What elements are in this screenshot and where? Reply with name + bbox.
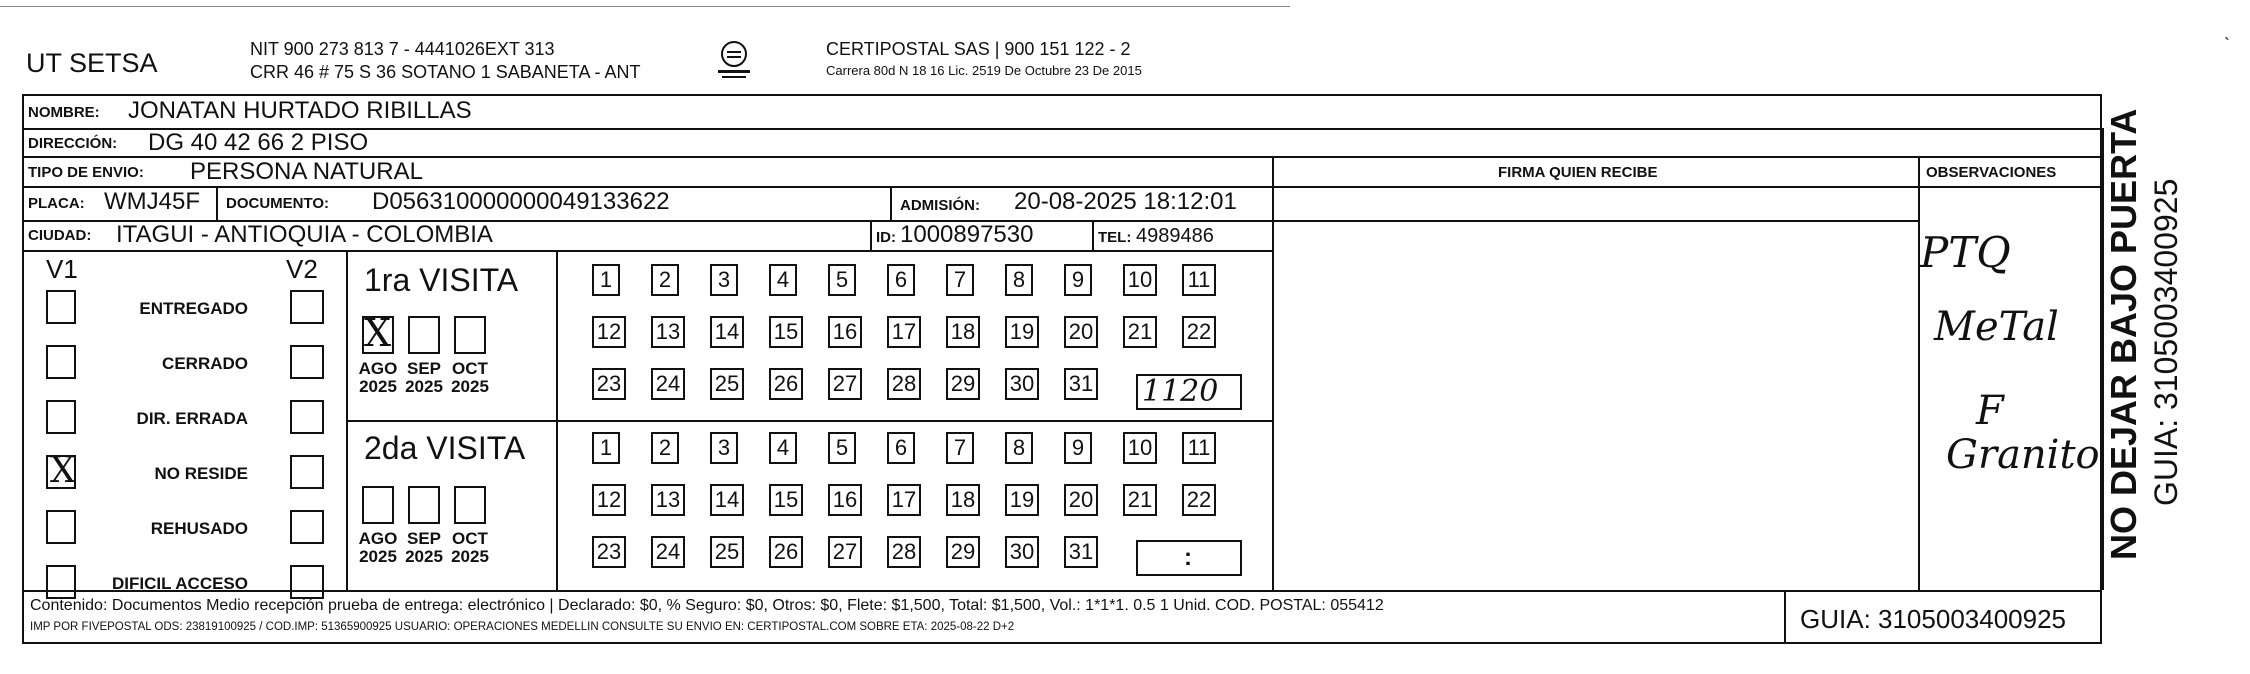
row-divider [22, 250, 1272, 252]
observation-line-3: F [1976, 388, 2004, 434]
first-visit-day-22[interactable]: 22 [1182, 316, 1216, 348]
second-visit-day-19[interactable]: 19 [1005, 484, 1039, 516]
second-visit-ago-checkbox[interactable] [362, 486, 394, 524]
footer-imp: IMP POR FIVEPOSTAL ODS: 23819100925 / COD.IMP: 51365900925 USUARIO: OPERACIONES MEDELLIN CONSULTE SU ENVIO EN: CERTIPOSTAL.COM SOBRE ETA: 2025-08-22 D+2 [30, 621, 1015, 633]
second-visit-sep-checkbox[interactable] [408, 486, 440, 524]
col-divider [1272, 156, 1274, 590]
nombre-value: JONATAN HURTADO RIBILLAS [128, 97, 472, 124]
row-divider [22, 590, 2102, 592]
id-value: 1000897530 [900, 221, 1034, 248]
courier-line: CERTIPOSTAL SAS | 900 151 122 - 2 [826, 39, 1131, 59]
v1-check-mark: X [50, 450, 76, 491]
first-visit-day-26[interactable]: 26 [769, 368, 803, 400]
footer-guia: GUIA: 3105003400925 [1800, 604, 2066, 634]
certipostal-logo [714, 38, 754, 86]
side-guia: GUIA: 3105003400925 [2148, 178, 2184, 506]
status-label: DIR. ERRADA [136, 409, 248, 428]
second-visit-oct-checkbox[interactable] [454, 486, 486, 524]
direccion-value: DG 40 42 66 2 PISO [148, 129, 369, 156]
v2-checkbox[interactable] [290, 345, 324, 379]
year-label: 2025 [359, 377, 397, 396]
first-visit-title: 1ra VISITA [364, 262, 519, 298]
direccion-label: DIRECCIÓN: [28, 135, 118, 152]
year-label: 2025 [405, 547, 443, 566]
documento-value: D056310000000049133622 [372, 188, 670, 215]
first-visit-day-30[interactable]: 30 [1005, 368, 1039, 400]
company-name: UT SETSA [26, 48, 158, 78]
col-divider [216, 186, 218, 220]
month-label: SEP [406, 529, 442, 548]
second-visit-day-14[interactable]: 14 [710, 484, 744, 516]
observation-line-2: MeTal [1934, 304, 2059, 350]
second-visit-day-1[interactable]: 1 [592, 432, 620, 464]
second-visit-day-15[interactable]: 15 [769, 484, 803, 516]
first-visit-day-9[interactable]: 9 [1064, 264, 1092, 296]
second-visit-day-12[interactable]: 12 [592, 484, 626, 516]
first-visit-day-6[interactable]: 6 [887, 264, 915, 296]
placa-value: WMJ45F [104, 188, 200, 215]
first-visit-day-17[interactable]: 17 [887, 316, 921, 348]
first-visit-day-29[interactable]: 29 [946, 368, 980, 400]
second-visit-day-28[interactable]: 28 [887, 536, 921, 568]
second-visit-day-21[interactable]: 21 [1123, 484, 1157, 516]
second-visit-day-8[interactable]: 8 [1005, 432, 1033, 464]
v2-header: V2 [286, 254, 318, 284]
second-visit-day-29[interactable]: 29 [946, 536, 980, 568]
firma-header: FIRMA QUIEN RECIBE [1498, 164, 1658, 181]
first-visit-day-18[interactable]: 18 [946, 316, 980, 348]
year-label: 2025 [451, 377, 489, 396]
col-divider [1918, 156, 1920, 590]
second-visit-day-4[interactable]: 4 [769, 432, 797, 464]
second-visit-day-31[interactable]: 31 [1064, 536, 1098, 568]
admision-value: 20-08-2025 18:12:01 [1014, 188, 1237, 215]
second-visit-day-25[interactable]: 25 [710, 536, 744, 568]
second-visit-day-13[interactable]: 13 [651, 484, 685, 516]
second-visit-day-23[interactable]: 23 [592, 536, 626, 568]
documento-label: DOCUMENTO: [226, 195, 330, 212]
month-label: OCT [452, 529, 488, 548]
second-visit-day-5[interactable]: 5 [828, 432, 856, 464]
first-visit-oct-checkbox[interactable] [454, 316, 486, 354]
status-label: DIFICIL ACCESO [111, 574, 248, 593]
second-visit-day-27[interactable]: 27 [828, 536, 862, 568]
first-visit-day-8[interactable]: 8 [1005, 264, 1033, 296]
first-visit-day-19[interactable]: 19 [1005, 316, 1039, 348]
month-label: SEP [406, 359, 442, 378]
v2-checkbox[interactable] [290, 290, 324, 324]
no-dejar-bajo-puerta: NO DEJAR BAJO PUERTA [2103, 108, 2144, 560]
admision-label: ADMISIÓN: [900, 197, 980, 214]
top-rule [0, 6, 1290, 7]
status-label: NO RESIDE [154, 464, 248, 483]
second-visit-day-7[interactable]: 7 [946, 432, 974, 464]
first-visit-day-2[interactable]: 2 [651, 264, 679, 296]
status-label: CERRADO [162, 354, 248, 373]
row-divider [346, 420, 1272, 422]
ciudad-label: CIUDAD: [28, 227, 92, 244]
license-line: Carrera 80d N 18 16 Lic. 2519 De Octubre 23 De 2015 [826, 63, 1142, 78]
observation-line-1: PTQ [1920, 228, 2011, 277]
first-visit-day-20[interactable]: 20 [1064, 316, 1098, 348]
second-visit-time: : [1184, 544, 1192, 571]
year-label: 2025 [405, 377, 443, 396]
tel-value: 4989486 [1136, 225, 1214, 247]
month-label: OCT [452, 359, 488, 378]
first-visit-day-11[interactable]: 11 [1182, 264, 1216, 296]
first-visit-ago-mark: X [364, 311, 392, 355]
year-label: 2025 [451, 547, 489, 566]
second-visit-day-18[interactable]: 18 [946, 484, 980, 516]
v2-checkbox[interactable] [290, 400, 324, 434]
ciudad-value: ITAGUI - ANTIOQUIA - COLOMBIA [116, 221, 493, 248]
v2-checkbox[interactable] [290, 565, 324, 599]
first-visit-day-15[interactable]: 15 [769, 316, 803, 348]
first-visit-day-23[interactable]: 23 [592, 368, 626, 400]
first-visit-day-21[interactable]: 21 [1123, 316, 1157, 348]
col-divider [1784, 590, 1786, 644]
tipo-envio-value: PERSONA NATURAL [190, 158, 423, 185]
month-label: AGO [358, 529, 398, 548]
first-visit-day-12[interactable]: 12 [592, 316, 626, 348]
observation-line-4: Granito [1946, 432, 2100, 478]
first-visit-day-7[interactable]: 7 [946, 264, 974, 296]
observaciones-header: OBSERVACIONES [1926, 164, 2057, 181]
status-label: ENTREGADO [139, 299, 248, 318]
first-visit-day-5[interactable]: 5 [828, 264, 856, 296]
first-visit-day-13[interactable]: 13 [651, 316, 685, 348]
col-divider [556, 250, 558, 590]
second-visit-day-20[interactable]: 20 [1064, 484, 1098, 516]
second-visit-day-16[interactable]: 16 [828, 484, 862, 516]
col-divider [1092, 220, 1094, 250]
v2-checkbox[interactable] [290, 510, 324, 544]
id-label: ID: [876, 229, 896, 246]
first-visit-day-25[interactable]: 25 [710, 368, 744, 400]
col-divider [890, 186, 892, 220]
second-visit-day-22[interactable]: 22 [1182, 484, 1216, 516]
company-address: CRR 46 # 75 S 36 SOTANO 1 SABANETA - ANT [250, 62, 641, 82]
second-visit-day-11[interactable]: 11 [1182, 432, 1216, 464]
barcode [1308, 32, 1938, 84]
first-visit-day-14[interactable]: 14 [710, 316, 744, 348]
status-label: REHUSADO [150, 519, 248, 538]
second-visit-day-17[interactable]: 17 [887, 484, 921, 516]
first-visit-day-31[interactable]: 31 [1064, 368, 1098, 400]
second-visit-day-3[interactable]: 3 [710, 432, 738, 464]
col-divider [870, 220, 872, 250]
first-visit-day-4[interactable]: 4 [769, 264, 797, 296]
second-visit-day-6[interactable]: 6 [887, 432, 915, 464]
first-visit-day-10[interactable]: 10 [1123, 264, 1157, 296]
first-visit-sep-checkbox[interactable] [408, 316, 440, 354]
first-visit-day-16[interactable]: 16 [828, 316, 862, 348]
first-visit-time: 1120 [1142, 374, 1219, 409]
year-label: 2025 [359, 547, 397, 566]
first-visit-day-28[interactable]: 28 [887, 368, 921, 400]
footer-contenido: Contenido: Documentos Medio recepción prueba de entrega: electrónico | Declarado: $0, % Seguro: $0, Otros: $0, Flete: $1,500, Total: $1,500, Vol.: 1*1*1. 0.5 1 Unid. COD. POSTAL: 055412 [30, 597, 1384, 614]
tipo-envio-label: TIPO DE ENVIO: [28, 164, 144, 181]
col-divider [346, 250, 348, 590]
second-visit-day-24[interactable]: 24 [651, 536, 685, 568]
corner-mark: ` [2224, 35, 2230, 55]
placa-label: PLACA: [28, 195, 85, 212]
second-visit-day-9[interactable]: 9 [1064, 432, 1092, 464]
first-visit-day-27[interactable]: 27 [828, 368, 862, 400]
second-visit-title: 2da VISITA [364, 430, 526, 466]
first-visit-day-3[interactable]: 3 [710, 264, 738, 296]
second-visit-day-30[interactable]: 30 [1005, 536, 1039, 568]
month-label: AGO [358, 359, 398, 378]
first-visit-day-24[interactable]: 24 [651, 368, 685, 400]
second-visit-day-2[interactable]: 2 [651, 432, 679, 464]
nit-line: NIT 900 273 813 7 - 4441026EXT 313 [250, 39, 555, 59]
second-visit-day-10[interactable]: 10 [1123, 432, 1157, 464]
nombre-label: NOMBRE: [28, 104, 100, 121]
second-visit-day-26[interactable]: 26 [769, 536, 803, 568]
tel-label: TEL: [1098, 229, 1132, 246]
first-visit-day-1[interactable]: 1 [592, 264, 620, 296]
v1-header: V1 [46, 254, 78, 284]
v2-checkbox[interactable] [290, 455, 324, 489]
